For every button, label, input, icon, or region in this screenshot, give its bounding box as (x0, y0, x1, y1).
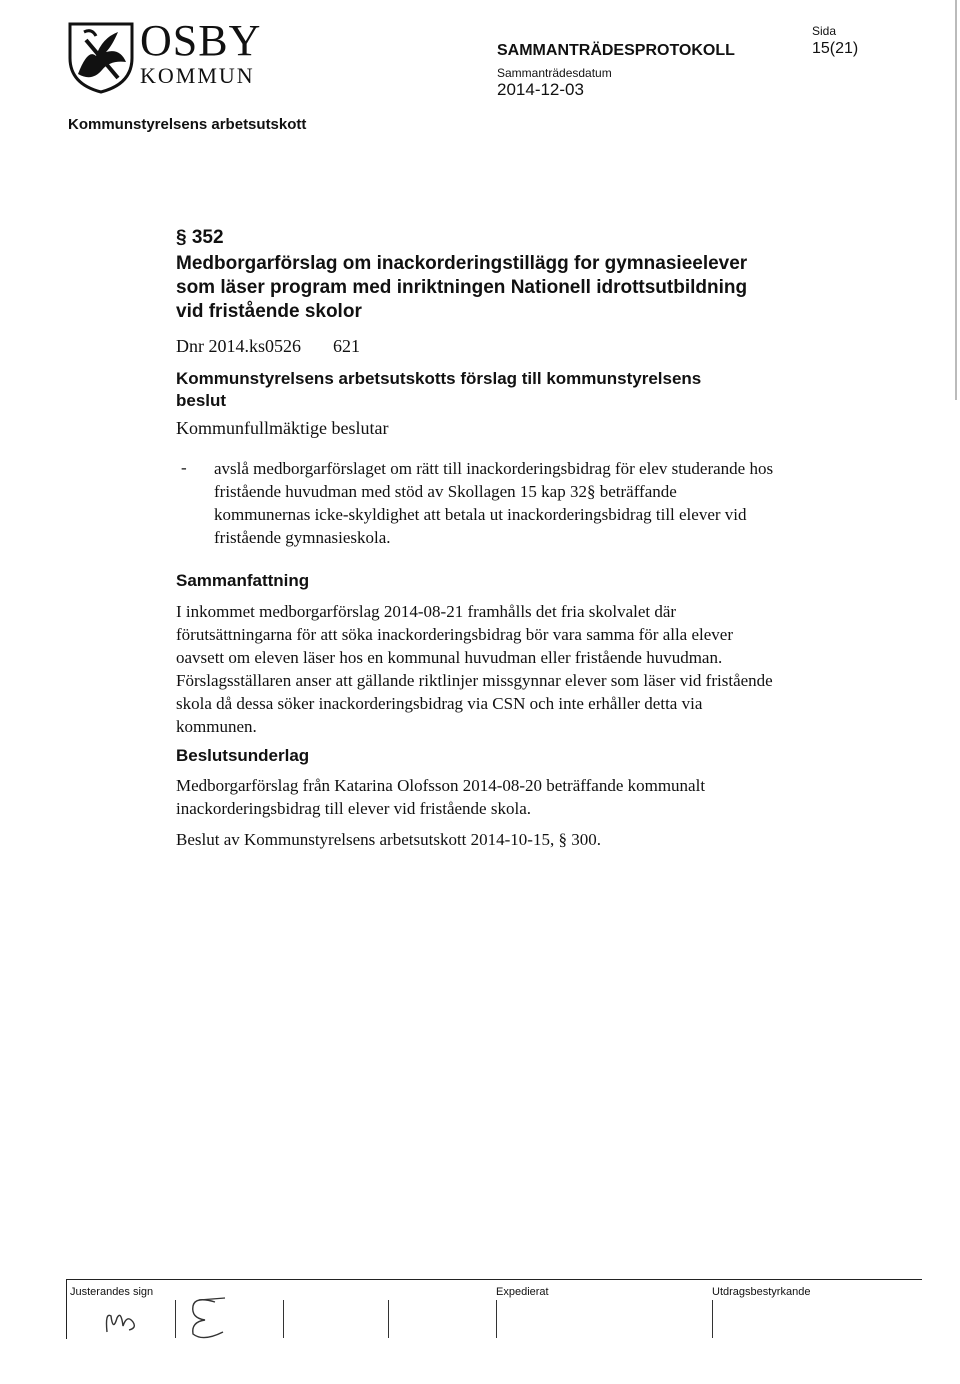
summary-text: I inkommet medborgarförslag 2014-08-21 framhålls det fria skolvalet där förutsättningarna för att söka inackorderingsbidrag bör vara samma för alla elever oavsett om eleven läser hos en kommunal huvudman eller fristående huvudman. Förslagsställaren anser att gällande riktlinjer missgynnar elever som läser vid fristående skola då dessa söker inackorderingsbidrag via CSN och inte erhåller detta via kommunen. (176, 602, 773, 736)
section-title: Medborgarförslag om inackorderingstillägg for gymnasieelever som läser program med inriktningen Nationell idrottsutbildning vid fristående skolor (176, 253, 748, 322)
proposal-heading: Kommunstyrelsens arbetsutskotts förslag till kommunstyrelsens beslut (176, 369, 702, 410)
committee-name: Kommunstyrelsens arbetsutskott (68, 116, 307, 133)
footer-divider (66, 1279, 922, 1280)
document-type: SAMMANTRÄDESPROTOKOLL (497, 42, 735, 59)
footer-border (66, 1279, 67, 1339)
basis-item: Beslut av Kommunstyrelsens arbetsutskott 2014-10-15, § 300. (176, 830, 601, 849)
meeting-date-label: Sammanträdesdatum (497, 66, 612, 80)
decision-bullet-text: avslå medborgarförslaget om rätt till inackorderingsbidrag för elev studerande hos fristående huvudman med stöd av Skollagen 15 kap 32§ beträffande kommunernas icke-skyldighet att betala ut inackorderingsbidrag till elever vid fristående gymnasieskola. (214, 459, 774, 547)
municipality-logo-emblem (66, 18, 136, 94)
extract-certification-label: Utdragsbestyrkande (712, 1286, 811, 1298)
registration-code: 621 (333, 336, 360, 356)
page-number: 15(21) (812, 40, 859, 57)
meeting-date-value: 2014-12-03 (497, 80, 584, 99)
handwritten-initials (95, 1292, 245, 1344)
paragraph-number: § 352 (176, 227, 224, 248)
summary-heading: Sammanfattning (176, 571, 310, 590)
page-label: Sida (812, 24, 837, 38)
basis-heading: Beslutsunderlag (176, 746, 310, 765)
adjuster-signature-label: Justerandes sign (70, 1286, 154, 1298)
logo-subtitle: KOMMUN (140, 63, 255, 88)
dispatched-label: Expedierat (496, 1286, 549, 1298)
logo-name: OSBY (140, 16, 262, 65)
registration-number: Dnr 2014.ks0526 (176, 336, 301, 356)
signature-field-tick (496, 1300, 497, 1338)
signature-field-tick (388, 1300, 389, 1338)
signature-field-tick (175, 1300, 176, 1338)
signature-field-tick (712, 1300, 713, 1338)
basis-item: Medborgarförslag från Katarina Olofsson 2014-08-20 beträffande kommunalt inackorderingsbidrag till elever vid fristående skola. (176, 776, 706, 818)
signature-field-tick (283, 1300, 284, 1338)
scan-edge-line (955, 0, 957, 400)
bullet-dash: - (181, 458, 187, 477)
decision-intro: Kommunfullmäktige beslutar (176, 418, 389, 438)
